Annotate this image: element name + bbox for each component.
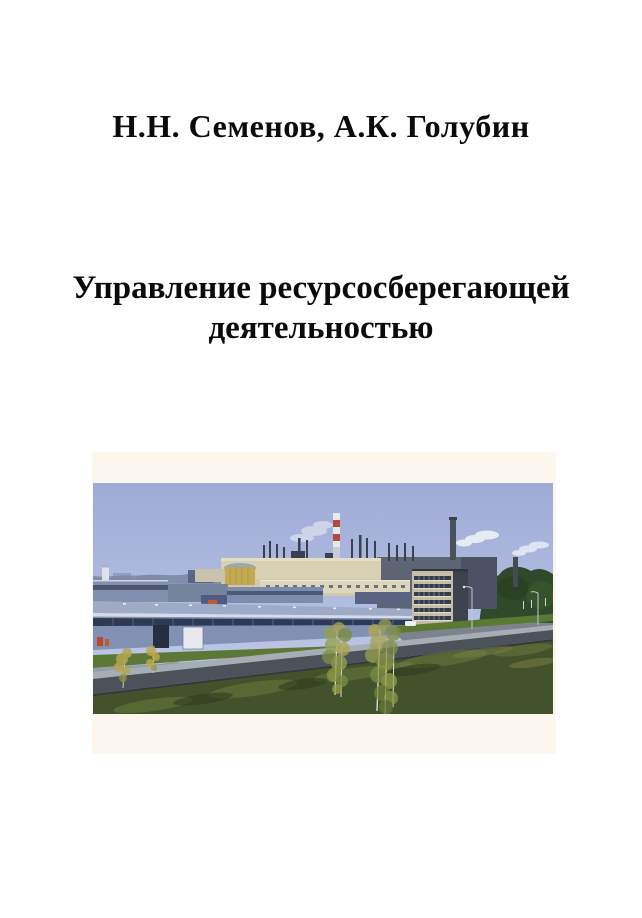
cover-photo-frame (92, 452, 556, 754)
factory-photo (93, 483, 553, 714)
title-line-2: деятельностью (208, 310, 434, 346)
author-line: Н.Н. Семенов, А.К. Голубин (112, 108, 530, 144)
book-title (0, 268, 642, 348)
title-line-1: Управление ресурсосберегающей (72, 270, 570, 306)
